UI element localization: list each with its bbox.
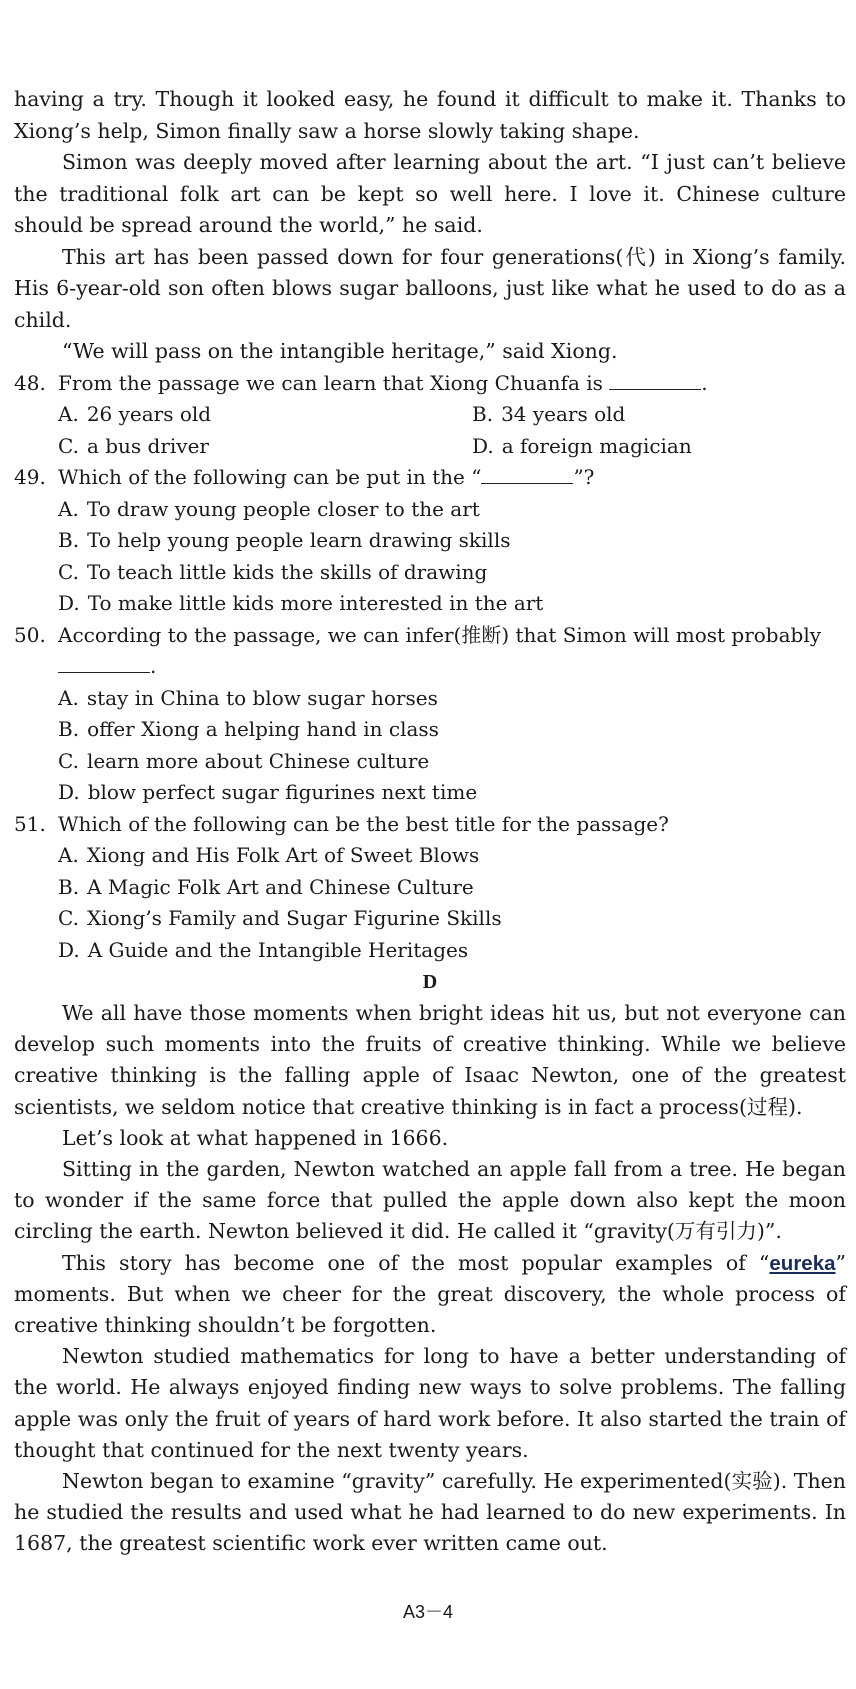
option-text: stay in China to blow sugar horses [86,685,438,710]
section-heading: D [422,971,438,993]
option-letter: C. [58,433,79,458]
options-list [14,494,846,620]
option-text: A Magic Folk Art and Chinese Culture [87,874,474,899]
question-number: 51. [14,811,46,836]
option-b[interactable] [58,714,846,746]
option-letter: C. [58,559,79,584]
option-b[interactable] [472,399,846,431]
passage-paragraph: Newton began to examine “gravity” carefully. He experimented(实验). Then he studied the results and used what he had learned to do new experiments. In 1687, the greatest scientific work ever written came out. [14,1469,846,1556]
passage-paragraph: Newton studied mathematics for long to have a better understanding of the world. He always enjoyed finding new ways to solve problems. The falling apple was only the fruit of years of hard work before. It also started the train of thought that continued for the next twenty years. [14,1344,846,1462]
question-text-part: . [150,654,157,678]
question-49 [14,462,846,620]
option-a[interactable] [58,840,846,872]
passage-paragraph: Let’s look at what happened in 1666. [62,1125,449,1150]
option-d[interactable] [472,431,846,463]
option-c[interactable] [58,903,846,935]
option-letter: A. [58,685,79,710]
page-number: A3－4 [402,1602,454,1622]
option-a[interactable] [58,494,846,526]
option-text: 26 years old [86,402,212,426]
passage-paragraph: This art has been passed down for four generations(代) in Xiong’s family. His 6-year-old son often blows sugar balloons, just like what he used to do as a child. [14,244,846,332]
option-letter: D. [58,591,80,615]
option-letter: A. [58,402,79,426]
passage-paragraph: “We will pass on the intangible heritage,” said Xiong. [62,339,618,363]
option-letter: D. [58,937,80,962]
option-letter: C. [58,906,79,930]
passage-paragraph: Simon was deeply moved after learning about the art. “I just can’t believe the traditional folk art can be kept so well here. I love it. Chinese culture should be spread around the world,” he said. [14,150,846,237]
option-text: Xiong and His Folk Art of Sweet Blows [86,843,480,867]
question-stem [14,809,846,841]
question-text-part: From the passage we can learn that Xiong Chuanfa is [58,370,603,395]
option-letter: A. [58,496,79,521]
option-a[interactable] [58,399,472,431]
question-text-part: According to the passage, we can infer(推断) that Simon will most probably [58,622,822,647]
exam-page [14,84,846,1560]
option-letter: D. [58,780,80,804]
option-text: learn more about Chinese culture [86,748,430,773]
passage-paragraph [14,1248,846,1342]
option-text: 34 years old [501,402,626,426]
option-b[interactable] [58,525,846,557]
options-list [14,840,846,966]
question-text [58,368,846,400]
option-text: offer Xiong a helping hand in class [87,717,439,741]
option-text: To teach little kids the skills of drawing [86,559,488,584]
option-text: To draw young people closer to the art [86,496,480,521]
question-number: 49. [14,465,46,489]
question-stem [14,462,846,494]
answer-blank [481,465,573,484]
option-c[interactable] [58,557,846,589]
question-51 [14,809,846,967]
passage-paragraph: We all have those moments when bright ideas hit us, but not everyone can develop such moments into the fruits of creative thinking. While we believe creative thinking is the falling apple of Isaac Newton, one of the greatest scientists, we seldom notice that creative thinking is in fact a process(过程). [14,1001,846,1119]
question-text [58,620,846,683]
option-c[interactable] [58,746,846,778]
option-letter: A. [58,843,79,867]
passage-paragraph: Sitting in the garden, Newton watched an apple fall from a tree. He began to wonder if the same force that pulled the apple down also kept the moon circling the earth. Newton believed it did. He called it “gravity(万有引力)”. [14,1157,846,1244]
option-letter: C. [58,748,79,773]
question-number: 48. [14,370,46,395]
option-a[interactable] [58,683,846,715]
question-stem [14,620,846,683]
section-d [14,966,846,1560]
options-list [14,399,846,462]
option-d[interactable] [58,777,846,809]
option-letter: B. [58,874,80,899]
option-text: To make little kids more interested in the art [87,591,544,615]
option-d[interactable] [58,588,846,620]
option-d[interactable] [58,935,846,967]
option-c[interactable] [58,431,472,463]
paragraph-text: This story has become one of the most popular examples of “ [62,1250,770,1275]
question-number: 50. [14,622,46,647]
paragraph-text: ” moments. But when we cheer for the great discovery, the whole process of creative thinking shouldn’t be forgotten. [14,1250,846,1338]
question-text-part: . [701,370,708,395]
question-text-part: Which of the following can be put in the “ [58,465,482,489]
option-letter: B. [58,717,80,741]
option-text: blow perfect sugar figurines next time [87,780,478,804]
passage-paragraph: having a try. Though it looked easy, he found it difficult to make it. Thanks to Xiong’s help, Simon finally saw a horse slowly taking shape. [14,87,846,143]
option-text: To help young people learn drawing skills [87,528,511,552]
option-b[interactable] [58,872,846,904]
highlighted-word: eureka [769,1251,836,1275]
question-48 [14,368,846,463]
option-letter: D. [472,433,494,458]
option-text: a foreign magician [501,433,692,458]
question-stem [14,368,846,400]
question-text [58,462,846,494]
question-text: Which of the following can be the best title for the passage? [58,811,669,836]
option-letter: B. [58,528,80,552]
option-text: A Guide and the Intangible Heritages [87,937,469,962]
answer-blank [609,371,701,390]
option-letter: B. [472,402,494,426]
options-list [14,683,846,809]
option-text: Xiong’s Family and Sugar Figurine Skills [86,906,502,930]
question-50 [14,620,846,809]
option-text: a bus driver [86,433,209,458]
answer-blank [58,654,150,673]
question-text-part: ”? [573,465,595,489]
